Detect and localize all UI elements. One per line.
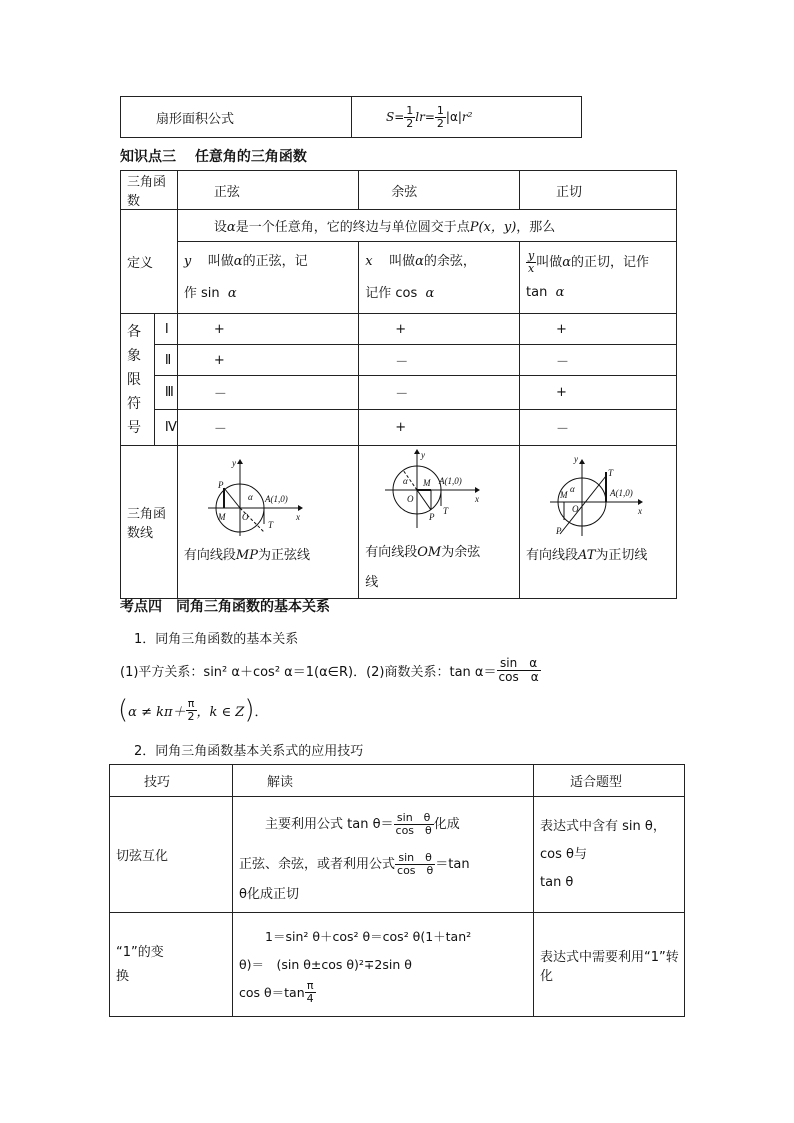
fit-1: 表达式中含有 sin θ，cos θ与 tan θ xyxy=(534,797,685,913)
definition-premise: 设α是一个任意角，它的终边与单位圆交于点P(x，y)，那么 xyxy=(177,210,676,242)
header-sin: 正弦 xyxy=(177,171,358,210)
cos-line-diagram xyxy=(359,448,505,532)
quotient-fraction: $\frac{\text{sin α}}{\text{cos α}}$ xyxy=(498,655,539,684)
sector-area-table xyxy=(120,96,582,138)
fit-2: 表达式中需要利用“1”转化 xyxy=(534,913,685,1017)
sin-line-diagram xyxy=(178,448,342,540)
tan-diag-m: M xyxy=(560,490,568,500)
sector-formula-cell xyxy=(352,97,582,138)
interpret-2: 1＝sin² θ＋cos² θ＝cos² θ(1＋tan² θ)＝ (sin θ±cos θ)²∓2sin θ cos θ＝tan $\frac{\pi}{4}$ xyxy=(233,913,534,1017)
definition-sin: y 叫做α的正弦，记 作 sin α xyxy=(177,242,358,314)
tan-line-cell xyxy=(520,446,677,599)
relations-text: (1)平方关系：sin² α＋cos² α＝1(α∈R)．(2)商数关系：tan α＝ xyxy=(120,664,497,680)
q4-tan: － xyxy=(520,410,677,446)
skill-1: 切弦互化 xyxy=(110,797,233,913)
sin-diag-o: O xyxy=(241,512,249,522)
skills-header-fit: 适合题型 xyxy=(534,765,685,797)
q1-cos: + xyxy=(359,314,520,345)
trig-lines-row xyxy=(121,446,677,599)
skills-header-interpret: 解读 xyxy=(233,765,534,797)
q1-sin: + xyxy=(177,314,358,345)
q2-cos: － xyxy=(359,345,520,376)
definition-premise-row xyxy=(121,210,677,242)
q4-sin: － xyxy=(177,410,358,446)
trig-table xyxy=(120,170,677,599)
cos-diag-alpha: α xyxy=(403,476,408,486)
sin-diag-t: T xyxy=(267,520,273,530)
cos-diag-t: T xyxy=(443,506,449,516)
cos-diag-y: y xyxy=(421,450,426,460)
cos-diag-m: M xyxy=(423,478,431,488)
tan-diag-x: x xyxy=(638,506,642,516)
cos-diag-p: P xyxy=(429,512,435,522)
tan-diag-p: P xyxy=(556,526,562,536)
sign-row-1 xyxy=(121,314,677,345)
sin-diag-alpha: α xyxy=(247,492,253,502)
skill-2: “1”的变 换 xyxy=(110,913,233,1017)
section4-heading: 考点四 同角三角函数的基本关系 xyxy=(120,599,330,615)
quadrant-4: Ⅳ xyxy=(154,410,177,446)
tan-diag-t: T xyxy=(608,468,614,478)
skills-row-1 xyxy=(110,797,685,913)
sign-row-3 xyxy=(121,376,677,410)
definition-tan: $\frac{y}{x}$ 叫做α的正切，记作 tan α xyxy=(520,242,677,314)
quadrant-2: Ⅱ xyxy=(154,345,177,376)
sin-line-cell xyxy=(177,446,358,599)
sin-diag-m: M xyxy=(217,512,226,522)
trig-lines-label: 三角函数线 xyxy=(121,446,178,599)
q2-sin: + xyxy=(177,345,358,376)
sin-diag-p: P xyxy=(217,480,224,490)
sector-label-cell xyxy=(121,97,352,138)
definition-label: 定义 xyxy=(121,210,178,314)
q2-tan: － xyxy=(520,345,677,376)
item2-title: 2．同角三角函数基本关系式的应用技巧 xyxy=(134,744,364,759)
q4-cos: + xyxy=(359,410,520,446)
tan-line-diagram xyxy=(520,448,676,540)
header-tan: 正切 xyxy=(520,171,677,210)
interpret-1: 主要利用公式 tan θ＝ $\frac{\text{sin θ}}{\text{cos θ}}$ 化成 正弦、余弦，或者利用公式 $\frac{\text{sin θ}}{\text{cos θ}}$ ＝tan θ化成正切 xyxy=(233,797,534,913)
tan-diag-alpha: α xyxy=(570,484,575,494)
relations-line xyxy=(120,652,541,688)
q3-sin: － xyxy=(177,376,358,410)
tan-line-caption: 有向线段AT为正切线 xyxy=(526,548,648,563)
sin-diag-x: x xyxy=(295,512,300,522)
skills-table xyxy=(109,764,685,1017)
q3-cos: － xyxy=(359,376,520,410)
q3-tan: + xyxy=(520,376,677,410)
tan-diag-y: y xyxy=(574,454,578,464)
tan-diag-a: A(1,0) xyxy=(610,488,633,498)
definition-cos: x 叫做α的余弦， 记作 cos α xyxy=(359,242,520,314)
section3-heading: 知识点三 任意角的三角函数 xyxy=(120,149,307,165)
skills-header-row xyxy=(110,765,685,797)
cos-line-caption: 有向线段OM为余弦 线 xyxy=(365,545,481,590)
condition-text: α ≠ kπ＋ xyxy=(128,704,186,720)
definition-detail-row xyxy=(121,242,677,314)
sign-row-2 xyxy=(121,345,677,376)
sin-diag-y: y xyxy=(231,458,236,468)
sin-diag-a: A(1,0) xyxy=(264,494,288,504)
item1-title: 1．同角三角函数的基本关系 xyxy=(134,632,299,647)
header-name: 三角函数 xyxy=(121,171,178,210)
sin-line-caption: 有向线段MP为正弦线 xyxy=(183,548,310,563)
cos-diag-x: x xyxy=(475,494,480,504)
cos-diag-o: O xyxy=(407,494,414,504)
quadrant-1: Ⅰ xyxy=(154,314,177,345)
cos-line-cell xyxy=(359,446,520,599)
sign-row-4 xyxy=(121,410,677,446)
condition-line: ( α ≠ kπ＋ $\frac{\pi}{2}$ ，k ∈ Z ) ． xyxy=(118,695,268,725)
sector-label: 扇形面积公式 xyxy=(156,111,235,127)
sector-formula: S= $\frac{1}{2}$ lr= $\frac{1}{2}$ |α|r² xyxy=(386,103,473,130)
trig-header-row xyxy=(121,171,677,210)
cos-diag-a: A(1,0) xyxy=(439,476,462,486)
tan-diag-o: O xyxy=(572,504,579,514)
skills-header-skill: 技巧 xyxy=(110,765,233,797)
header-cos: 余弦 xyxy=(359,171,520,210)
signs-label: 各象 限符 号 xyxy=(121,314,155,446)
quadrant-3: Ⅲ xyxy=(154,376,177,410)
skills-row-2 xyxy=(110,913,685,1017)
q1-tan: + xyxy=(520,314,677,345)
